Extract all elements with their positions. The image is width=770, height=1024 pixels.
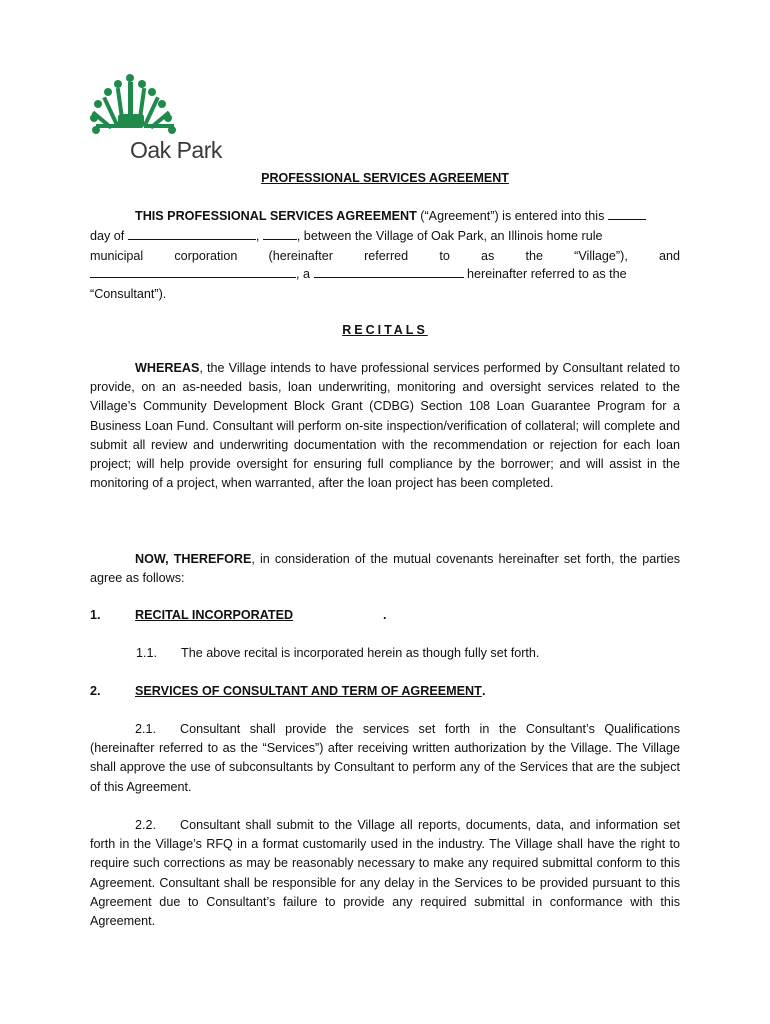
document-title: PROFESSIONAL SERVICES AGREEMENT [261,171,509,185]
intro-line-1 [90,208,680,223]
section-2-2-paragraph [90,816,680,931]
section-2-1-text: Consultant shall provide the services set forth in the Consultant’s Qualifications (hereinafter referred to as the “Services”) after receiving written authorization by the Village. The Village shall approve the use of subconsultants by Consultant to perform any of the Services that are the subject of this Agreement. [90,722,680,794]
section-2-number: 2. [90,684,101,698]
intro-text-4a: , a [296,267,311,281]
section-2-2-text: Consultant shall submit to the Village all reports, documents, data, and information set forth in the Village’s RFQ in a format customarily used in the industry. The Village shall have the right to require such corrections as may be reasonably necessary to make any required submittal conform to this Agreement. Consultant shall be responsible for any delay in the Services to be provided pursuant to this Agreement due to Consultant’s failure to provide any required submittal in conformance with this Agreement. [90,818,680,929]
intro-bold: THIS PROFESSIONAL SERVICES AGREEMENT [135,209,417,223]
date-month-blank[interactable] [128,228,256,240]
logo-wordmark: Oak Park [130,137,222,163]
section-2-2-number: 2.2. [135,818,157,832]
intro-line-2 [90,228,680,243]
intro-text-2b: , [255,229,260,243]
intro-line-3: municipal corporation (hereinafter referred to as the “Village”), and [90,249,680,263]
section-2-1-number: 2.1. [135,722,157,736]
recitals-heading: RECITALS [342,323,428,337]
consultant-type-blank[interactable] [314,266,464,278]
section-1-1-number: 1.1. [136,646,158,660]
section-1-title: RECITAL INCORPORATED [135,608,294,622]
intro-line-4 [90,266,680,281]
now-therefore-text: , in consideration of the mutual covenants hereinafter set forth, the parties agree as follows: [90,552,680,586]
whereas-bold: WHEREAS [135,361,200,375]
consultant-name-blank[interactable] [90,266,296,278]
intro-line-5: “Consultant”). [90,287,167,301]
section-1-1-text: The above recital is incorporated herein as though fully set forth. [181,646,540,660]
intro-text-1: (“Agreement”) is entered into this [420,209,605,223]
section-1-1 [136,646,540,660]
whereas-text: , the Village intends to have professional services performed by Consultant related to provide, on an as-needed basis, loan underwriting, monitoring and oversight services related to the Village’s Community Development Block Grant (CDBG) Section 108 Loan Guarantee Program for a Business Loan Fund. Consultant will perform on-site inspection/verification of collateral; will complete and submit all review and underwriting documentation with the recommendation or rejection for each loan project; will help provide oversight for ensuring full compliance by the borrower; and will assist in the monitoring of a project, when warranted, after the loan project has been completed. [90,361,680,491]
now-therefore-paragraph [90,550,680,588]
date-day-blank[interactable] [608,208,646,220]
date-year-blank[interactable] [263,228,297,240]
intro-text-4b: hereinafter referred to as the [467,267,627,281]
section-1-number: 1. [90,608,101,622]
section-2-title: SERVICES OF CONSULTANT AND TERM OF AGREEMENT [135,684,482,698]
whereas-paragraph [90,359,680,493]
now-therefore-bold: NOW, THEREFORE [135,552,252,566]
intro-text-2c: , between the Village of Oak Park, an Illinois home rule [296,229,603,243]
document-page: Oak Park PROFESSIONAL SERVICES AGREEMENT THIS PROFESSIONAL SERVICES AGREEMENT (“Agreement”) is entered into this day of , , between the Village of Oak Park, an Illinois home rule municipal corporation (hereinafter referred to as the “Village”), and , a hereinafter referred to as the “Consultant”). RECITALS WHEREAS, the Village intends to have professional services performed by Consultant related to provide, on an as-needed basis, loan underwriting, monitoring and oversight services related to the Village’s Community Development Block Grant (CDBG) Section 108 Loan Guarantee Program for a Business Loan Fund. Consultant will perform on-site inspection/verification of collateral; will complete and submit all review and underwriting documentation with the recommendation or rejection for each loan project; will help provide oversight for ensuring full compliance by the borrower; and will assist in the monitoring of a project, when warranted, after the loan project has been completed. NOW, THEREFORE, in consideration of the mutual covenants hereinafter set forth, the parties agree as follows: 1. RECITAL INCORPORATED . 1.1. The above recital is incorporated herein as though fully set forth. 2. SERVICES OF CONSULTANT AND TERM OF AGREEMENT . 2.1. Consultant shall provide the services set forth in the Consultant’s Qualifications (hereinafter referred to as the “Services”) after receiving written authorization by the Village. The Village shall approve the use of subconsultants by Consultant to perform any of the Services that are the subject of this Agreement. 2.2. Consultant shall submit to the Village all reports, documents, data, and information set forth in the Village’s RFQ in a format customarily used in the industry. The Village shall have the right to require such corrections as may be reasonably necessary to make any required submittal conform to this Agreement. Consultant shall be responsible for any delay in the Services to be provided pursuant to this Agreement due to Consultant’s failure to provide any required submittal in conformance with this Agreement. [0,0,770,1024]
intro-text-2a: day of [90,229,125,243]
section-2-1-paragraph [90,720,680,797]
